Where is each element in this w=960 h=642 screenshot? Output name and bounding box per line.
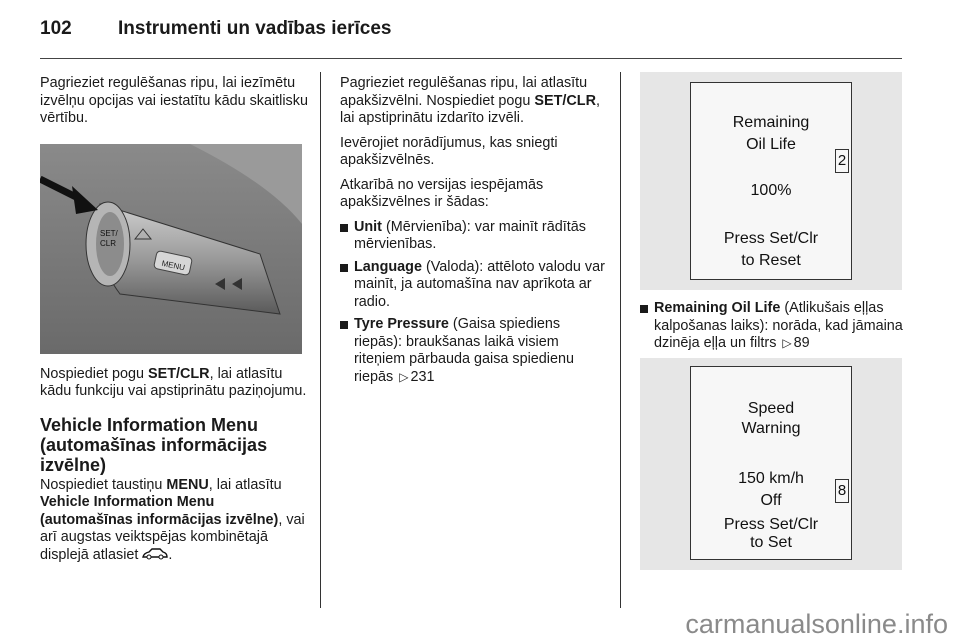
page-number: 102 (40, 18, 72, 39)
stalk-photo (40, 144, 302, 354)
bullet-square-icon (640, 305, 648, 313)
list-item: Language (Valoda): attēloto valodu var mainīt, ja automašīna nav aprīkota ar radio. (340, 259, 608, 312)
display-page-badge: 2 (835, 149, 849, 173)
watermark: carmanualsonline.info (685, 609, 948, 639)
display-page-badge: 8 (835, 479, 849, 503)
menu-label: MENU (160, 258, 186, 272)
list-item: Remaining Oil Life (Atlikušais eļļas kalpošanas laiks): norāda, kad jāmaina dzinēja eļļa un filtrs ▷ 89 (640, 300, 904, 353)
car-icon (142, 548, 168, 560)
display-value: 150 km/h (738, 470, 804, 487)
column-3 (640, 300, 904, 358)
submenu-paragraph: Pagrieziet regulēšanas ripu, lai atlasītu apakšizvēlni. Nospiediet pogu SET/CLR, lai apstiprinātu izdarīto izvēli. (340, 75, 600, 126)
page-ref-arrow-icon: ▷ (782, 336, 792, 350)
display-value: Off (760, 492, 782, 509)
instructions-paragraph: Ievērojiet norādījumus, kas sniegti apakšizvēlnēs. (340, 134, 558, 168)
menu-paragraph: Nospiediet taustiņu MENU, lai atlasītu Vehicle Information Menu (automašīnas informācijas izvēlne), vai arī augstas veiktspējas kombinētajā displejā atlasiet . (40, 476, 305, 563)
list-item: Unit (Mērvienība): var mainīt rādītās mērvienības. (340, 219, 608, 254)
display-line: to Reset (741, 252, 801, 269)
set-label: SET/ (100, 228, 118, 238)
section-heading: Vehicle Information Menu (automašīnas informācijas izvēlne) (40, 414, 268, 475)
column-divider-2 (620, 72, 621, 608)
bullet-square-icon (340, 321, 348, 329)
speed-warning-display (640, 358, 902, 570)
page-ref-link[interactable]: 231 (410, 368, 435, 385)
display-line: Remaining (732, 114, 810, 131)
display-line: Speed (747, 400, 795, 417)
press-paragraph: Nospiediet pogu SET/CLR, lai atlasītu kādu funkciju vai apstiprinātu paziņojumu. (40, 365, 307, 399)
oil-life-display (640, 72, 902, 290)
column-2 (340, 75, 608, 391)
page-title: Instrumenti un vadības ierīces (118, 18, 392, 39)
intro-paragraph: Pagrieziet regulēšanas ripu, lai iezīmētu izvēlņu opcijas vai iestatītu kādu skaitlisku vērtību. (40, 75, 308, 126)
header-rule (40, 58, 902, 59)
clr-label: CLR (100, 238, 117, 248)
display-line: to Set (750, 534, 792, 551)
display-line: Warning (741, 420, 801, 437)
versions-paragraph: Atkarībā no versijas iespējamās apakšizvēlnes ir šādas: (340, 176, 544, 210)
column-divider-1 (320, 72, 321, 608)
page-ref-arrow-icon: ▷ (399, 369, 409, 384)
display-screen (690, 82, 852, 280)
bullet-square-icon (340, 224, 348, 232)
bullet-square-icon (340, 264, 348, 272)
display-line: Press Set/Clr (723, 230, 819, 247)
display-screen (690, 366, 852, 560)
display-value: 100% (750, 182, 792, 199)
display-line: Press Set/Clr (723, 516, 819, 533)
page-ref-link[interactable]: 89 (793, 335, 810, 351)
list-item: Tyre Pressure (Gaisa spiediens riepās): braukšanas laikā visiem riteņiem pārbauda gaisa spiedienu riepās ▷ 231 (340, 316, 608, 386)
column-1 (40, 75, 308, 571)
page-header (40, 18, 900, 58)
display-line: Oil Life (746, 136, 796, 153)
